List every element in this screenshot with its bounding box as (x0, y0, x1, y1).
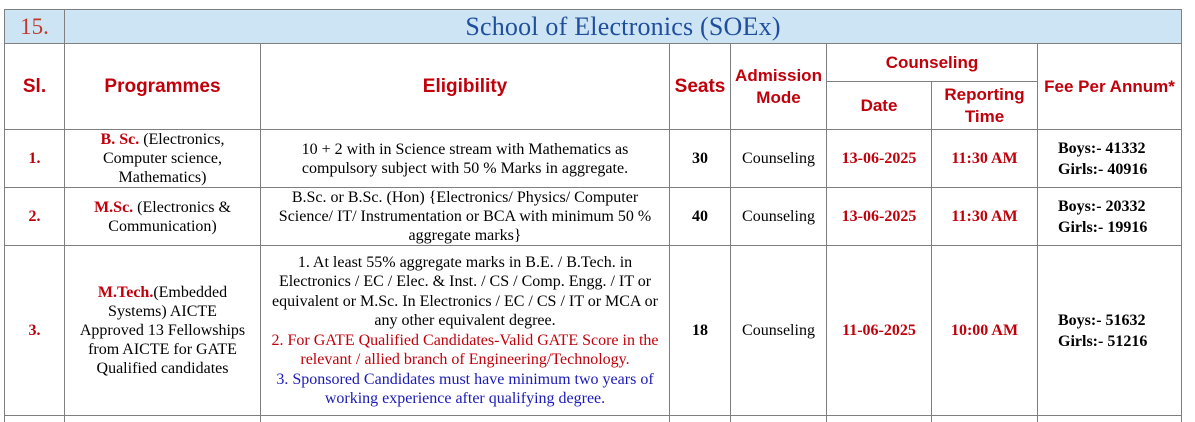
table-continuation (5, 416, 1182, 422)
header-counseling: Counseling (827, 44, 1038, 82)
row-programme (65, 188, 261, 246)
row-sl: 1. (5, 130, 65, 188)
row-mode: Counseling (731, 188, 827, 246)
row-programme (65, 246, 261, 416)
row-seats: 30 (670, 130, 731, 188)
programme-name: M.Sc. (94, 199, 133, 216)
programme-name: B. Sc. (101, 131, 140, 148)
header-date: Date (827, 82, 932, 130)
fee-girls: Girls:- 19916 (1058, 217, 1177, 238)
header-programmes: Programmes (65, 44, 261, 130)
header-admission-mode: Admission Mode (731, 44, 827, 130)
fee-girls: Girls:- 40916 (1058, 159, 1177, 180)
admission-table (4, 9, 1182, 422)
programme-detail: (Embedded Systems) AICTE Approved 13 Fellowships from AICTE for GATE Qualified candidates (80, 284, 245, 377)
row-seats: 18 (670, 246, 731, 416)
row-time: 10:00 AM (932, 246, 1038, 416)
eligibility-point-3: 3. Sponsored Candidates must have minimum two years of working experience after qualifying degree. (265, 370, 665, 409)
fee-girls: Girls:- 51216 (1058, 331, 1177, 352)
row-seats: 40 (670, 188, 731, 246)
row-eligibility (261, 246, 670, 416)
row-sl: 3. (5, 246, 65, 416)
row-time: 11:30 AM (932, 130, 1038, 188)
row-date: 13-06-2025 (827, 188, 932, 246)
header-seats: Seats (670, 44, 731, 130)
table-row (5, 130, 1182, 188)
row-programme (65, 130, 261, 188)
header-row (5, 44, 1182, 82)
section-title: School of Electronics (SOEx) (65, 10, 1182, 44)
row-mode: Counseling (731, 130, 827, 188)
row-mode: Counseling (731, 246, 827, 416)
header-fee: Fee Per Annum* (1038, 44, 1182, 130)
row-eligibility: 10 + 2 with in Science stream with Mathematics as compulsory subject with 50 % Marks in aggregate. (261, 130, 670, 188)
fee-boys: Boys:- 51632 (1058, 310, 1177, 331)
table-row (5, 246, 1182, 416)
row-fee (1038, 188, 1182, 246)
header-reporting-time: Reporting Time (932, 82, 1038, 130)
programme-detail: (Electronics & Communication) (108, 199, 231, 235)
eligibility-point-1: 1. At least 55% aggregate marks in B.E. / B.Tech. in Electronics / EC / Elec. & Inst. / CS / Comp. Engg. / IT or equivalent or M.Sc. In Electronics / EC / CS / IT or MCA or any other equivalent degree. (265, 253, 665, 331)
row-fee (1038, 130, 1182, 188)
row-fee (1038, 246, 1182, 416)
eligibility-point-2: 2. For GATE Qualified Candidates-Valid GATE Score in the relevant / allied branch of Engineering/Technology. (265, 331, 665, 370)
section-title-row (5, 10, 1182, 44)
fee-boys: Boys:- 41332 (1058, 138, 1177, 159)
header-eligibility: Eligibility (261, 44, 670, 130)
row-date: 11-06-2025 (827, 246, 932, 416)
header-sl: Sl. (5, 44, 65, 130)
row-sl: 2. (5, 188, 65, 246)
row-date: 13-06-2025 (827, 130, 932, 188)
fee-boys: Boys:- 20332 (1058, 196, 1177, 217)
programme-detail: (Electronics, Computer science, Mathematics) (103, 131, 225, 186)
row-eligibility: B.Sc. or B.Sc. (Hon) {Electronics/ Physics/ Computer Science/ IT/ Instrumentation or BCA with minimum 50 % aggregate marks} (261, 188, 670, 246)
programme-name: M.Tech. (98, 284, 153, 301)
section-number: 15. (5, 10, 65, 44)
table-row (5, 188, 1182, 246)
row-time: 11:30 AM (932, 188, 1038, 246)
